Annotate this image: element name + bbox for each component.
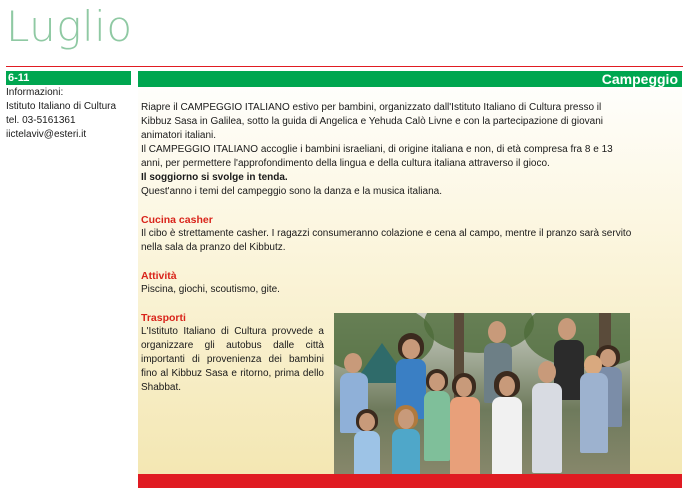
section-title-food: Cucina casher [141, 214, 213, 226]
page-title: Luglio [6, 2, 133, 51]
institute-name: Istituto Italiano di Cultura [6, 101, 117, 112]
section-title-activities: Attività [141, 270, 177, 282]
section-text-food: Il cibo è strettamente casher. I ragazzi consumeranno colazione e cena al campo, mentre il pranzo sarà servito nella sala da pranzo del Kibbutz. [141, 228, 632, 253]
date-range: 6-11 [6, 71, 131, 85]
tent-note: Il soggiorno si svolge in tenda. [141, 172, 288, 183]
section-text-activities: Piscina, giochi, scoutismo, gite. [141, 284, 280, 295]
footer-bar [138, 474, 682, 488]
intro-paragraph-2: Il CAMPEGGIO ITALIANO accoglie i bambini israeliani, di origine italiana e non, di età compresa fra 8 e 13 anni, per permettere l'approfondimento della lingua e della cultura italiana attraverso il gioco. [141, 144, 613, 169]
group-photo [334, 313, 630, 488]
section-title-transport: Trasporti [141, 312, 186, 324]
header-divider [6, 66, 683, 67]
event-panel [138, 71, 682, 488]
sidebar [6, 71, 131, 142]
section-text-transport: L'Istituto Italiano di Cultura provvede a organizzare gli autobus dalle città importanti di provenienza dei bambini fino al Kibbuz Sasa e ritorno, prima dello Shabbat. [141, 326, 324, 393]
email-address[interactable]: iictelaviv@esteri.it [6, 129, 87, 140]
info-label: Informazioni: [6, 87, 64, 98]
intro-paragraph: Riapre il CAMPEGGIO ITALIANO estivo per bambini, organizzato dall'Istituto Italiano di Cultura presso il Kibbuz Sasa in Galilea, sotto la guida di Angelica e Yehuda Calò Livne e con la partecipazione di giovani animatori italiani. [141, 102, 603, 141]
event-title: Campeggio [138, 71, 682, 87]
phone-number: tel. 03-5161361 [6, 115, 76, 126]
themes-text: Quest'anno i temi del campeggio sono la danza e la musica italiana. [141, 186, 442, 197]
contact-info [6, 86, 131, 142]
